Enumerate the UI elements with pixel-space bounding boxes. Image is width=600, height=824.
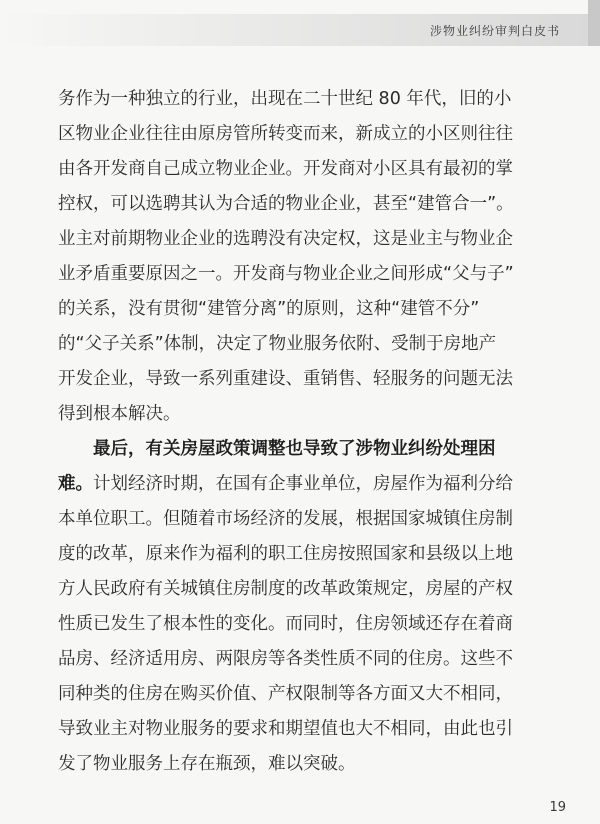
text-line: 开发企业，导致一系列重建设、重销售、轻服务的问题无法 xyxy=(58,369,513,389)
text-line: 得到根本解决。 xyxy=(58,404,181,424)
paragraph-1 xyxy=(58,82,558,432)
text-line: 业矛盾重要原因之一。开发商与物业企业之间形成“父与子” xyxy=(58,264,514,284)
text-line: 发了物业服务上存在瓶颈，难以突破。 xyxy=(58,754,356,774)
text-line: 的关系，没有贯彻“建管分离”的原则，这种“建管不分” xyxy=(58,299,480,319)
text-line: 同种类的住房在购买价值、产权限制等各方面又大不相同， xyxy=(58,684,513,704)
page-number: 19 xyxy=(549,800,566,815)
paragraph-2 xyxy=(58,432,558,782)
text-line: 本单位职工。但随着市场经济的发展，根据国家城镇住房制 xyxy=(58,509,513,529)
header-tab xyxy=(588,0,600,46)
text-line xyxy=(58,467,558,502)
text-line: 业主对前期物业企业的选聘没有决定权，这是业主与物业企 xyxy=(58,229,513,249)
paragraph-2-heading-end: 难。 xyxy=(58,474,93,494)
paragraph-2-heading-line: 最后，有关房屋政策调整也导致了涉物业纠纷处理困 xyxy=(93,439,496,459)
text-line: 由各开发商自己成立物业企业。开发商对小区具有最初的掌 xyxy=(58,159,513,179)
text-line: 品房、经济适用房、两限房等各类性质不同的住房。这些不 xyxy=(58,649,513,669)
text-line: 务作为一种独立的行业，出现在二十世纪 80 年代，旧的小 xyxy=(58,89,512,109)
text-line: 方人民政府有关城镇住房制度的改革政策规定，房屋的产权 xyxy=(58,579,513,599)
running-header-title: 涉物业纠纷审判白皮书 xyxy=(429,24,560,38)
text-line: 区物业企业往往由原房管所转变而来，新成立的小区则往往 xyxy=(58,124,513,144)
text-line: 度的改革，原来作为福利的职工住房按照国家和县级以上地 xyxy=(58,544,513,564)
text-line: 控权，可以选聘其认为合适的物业企业，甚至“建管合一”。 xyxy=(58,194,514,214)
text-line: 性质已发生了根本性的变化。而同时，住房领域还存在着商 xyxy=(58,614,513,634)
text-line: 导致业主对物业服务的要求和期望值也大不相同，由此也引 xyxy=(58,719,513,739)
text-line-rest: 计划经济时期，在国有企事业单位，房屋作为福利分给 xyxy=(93,474,513,494)
body-text xyxy=(58,82,558,782)
text-line: 的“父子关系”体制，决定了物业服务依附、受制于房地产 xyxy=(58,334,497,354)
